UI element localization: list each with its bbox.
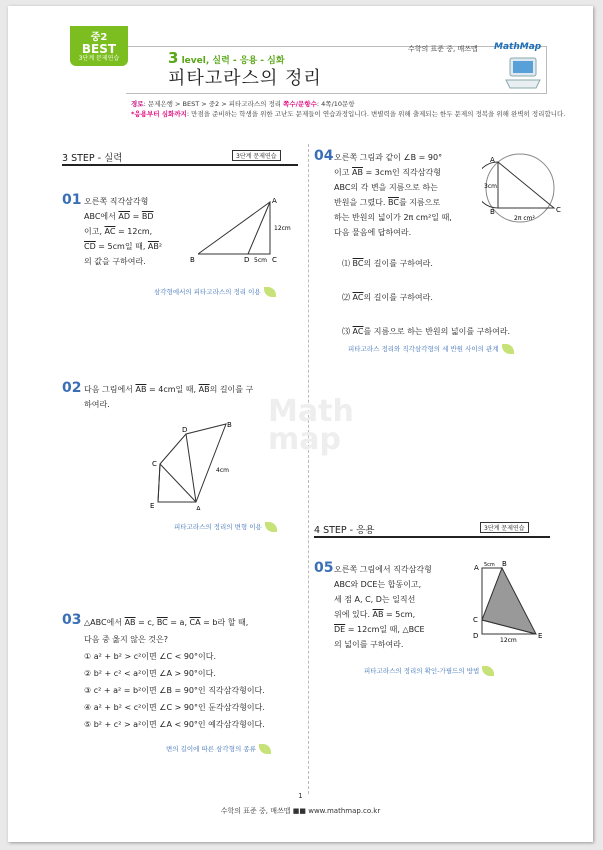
q5-label-e: E bbox=[538, 632, 543, 640]
count-label: 쪽수/문항수 bbox=[283, 100, 317, 108]
q5-line1: 오른쪽 그림에서 직각삼각형 bbox=[334, 565, 432, 574]
q4-line4: 반원을 그렸다. $\overline{BC}$를 지름으로 bbox=[334, 198, 441, 207]
column-divider bbox=[308, 144, 309, 794]
leaf-icon bbox=[502, 344, 514, 354]
count-value: : 4쪽/10문항 bbox=[316, 100, 355, 108]
q3-number: 03 bbox=[62, 612, 82, 628]
q1-label-b: B bbox=[190, 256, 195, 264]
q1-label-c: C bbox=[272, 256, 277, 264]
q2-line1: 다음 그림에서 $\overline{AB} = 4cm$일 때, $\overline{AB}$의 길이를 구 bbox=[84, 385, 254, 394]
badge-desc: 3단계 문제연습 bbox=[78, 55, 120, 62]
q5-line6: 의 넓이를 구하여라. bbox=[334, 640, 404, 649]
q1-len-cd: 5cm bbox=[254, 257, 267, 264]
q5-len-de: 12cm bbox=[500, 637, 517, 642]
level-number: 3 bbox=[168, 49, 179, 67]
q2-hint: 피타고라스의 정리의 변형 이용 bbox=[174, 522, 277, 532]
q2-label-c: C bbox=[152, 460, 157, 468]
q5-text bbox=[334, 562, 474, 652]
path-text: : 문제은행 > BEST > 중2 > 피타고라스의 정리 bbox=[143, 100, 282, 108]
q5-label-c: C bbox=[473, 616, 478, 624]
step4-line bbox=[314, 536, 550, 538]
q1-text bbox=[84, 194, 204, 269]
q4-hint: 피타고라스 정리와 직각삼각형의 세 반원 사이의 관계 bbox=[348, 344, 514, 354]
q3-text bbox=[84, 614, 304, 733]
q2-label-a: A bbox=[196, 505, 201, 510]
q3-hint: 변의 길이에 따른 삼각형의 종류 bbox=[166, 744, 271, 754]
breadcrumb bbox=[131, 99, 355, 108]
q2-figure bbox=[146, 418, 246, 510]
q5-label-b: B bbox=[502, 560, 507, 568]
q3-choice-3[interactable]: ③ c² + a² = b²이면 ∠B = 90°인 직각삼각형이다. bbox=[84, 686, 265, 695]
q4-label-b: B bbox=[490, 208, 495, 216]
note-text: : 만점을 준비하는 학생을 위한 고난도 문제들이 연습과정입니다. 변별력을 위해 출제되는 한두 문제의 정복을 위해 완벽히 정리합니다. bbox=[186, 110, 566, 118]
q5-len-ab: 5cm bbox=[484, 562, 495, 568]
step4-bar bbox=[314, 522, 550, 534]
q1-hint: 삼각형에서의 피타고라스의 정리 이용 bbox=[154, 287, 276, 297]
q2-number: 02 bbox=[62, 380, 82, 396]
q4-line2: 이고 $\overline{AB} = 3cm$인 직각삼각형 bbox=[334, 168, 441, 177]
step3-bar bbox=[62, 150, 298, 162]
leaf-icon bbox=[259, 744, 271, 754]
q3-choice-5[interactable]: ⑤ b² + c² > a²이면 ∠A < 90°인 예각삼각형이다. bbox=[84, 720, 265, 729]
q5-hint: 피타고라스의 정리의 확인-가필드의 방법 bbox=[364, 666, 494, 676]
q4-line1: 오른쪽 그림과 같이 ∠B = 90° bbox=[334, 153, 443, 162]
q5-label-d: D bbox=[473, 632, 479, 640]
q5-line5: $\overline{DE} = 12cm$일 때, △BCE bbox=[334, 625, 425, 634]
level-badge bbox=[70, 26, 128, 66]
q1-line2: ABC에서 $\overline{AD} = \overline{BD}$ bbox=[84, 212, 154, 221]
computer-icon bbox=[504, 56, 544, 90]
mathmap-watermark: Math map bbox=[268, 394, 354, 457]
q4-line3: ABC의 각 변을 지름으로 하는 bbox=[334, 183, 438, 192]
page-title: 피타고라스의 정리 bbox=[168, 68, 322, 89]
q5-figure bbox=[470, 558, 552, 642]
q5-line4: 위에 있다. $\overline{AB} = 5cm$, bbox=[334, 610, 416, 619]
q3-choice-1[interactable]: ① a² + b² > c²이면 ∠C < 90°이다. bbox=[84, 652, 217, 661]
q4-sub3: ⑶ $\overline{AC}$를 지름으로 하는 반원의 넓이를 구하여라. bbox=[342, 327, 511, 336]
q1-number: 01 bbox=[62, 192, 82, 208]
q4-label-c: C bbox=[556, 206, 561, 214]
q2-len: 4cm bbox=[216, 467, 229, 474]
q5-line2: ABC와 DCE는 합동이고, bbox=[334, 580, 422, 589]
q1-line5: 의 값을 구하여라. bbox=[84, 257, 146, 266]
step3-line bbox=[62, 164, 298, 166]
q4-sub1: ⑴ $\overline{BC}$의 길이를 구하여라. bbox=[342, 259, 433, 268]
q1-figure bbox=[188, 196, 298, 272]
step4-label: 4 STEP - 응용 bbox=[314, 525, 375, 536]
q4-figure bbox=[482, 150, 568, 226]
q2-text bbox=[84, 382, 298, 412]
q4-sub2: ⑵ $\overline{AC}$의 길이를 구하여라. bbox=[342, 293, 433, 302]
footer-text: 수학의 표준 중, 매쓰맵 ■■ www.mathmap.co.kr bbox=[220, 807, 381, 815]
step3-tag: 3단계 문제연습 bbox=[232, 150, 281, 161]
q5-label-a: A bbox=[474, 564, 479, 572]
q2-line2: 하여라. bbox=[84, 400, 110, 409]
page-number: 1 bbox=[298, 792, 303, 800]
q1-line1: 오른쪽 직각삼각형 bbox=[84, 197, 149, 206]
badge-best: BEST bbox=[81, 42, 117, 56]
q4-area: 2π cm² bbox=[514, 215, 535, 222]
header-slogan: 수학의 표준 중, 매쓰맵 bbox=[408, 45, 478, 53]
page bbox=[8, 6, 593, 842]
q1-label-a: A bbox=[272, 197, 277, 205]
level-text: level, 실력 - 응용 - 심화 bbox=[181, 56, 285, 66]
intro-note bbox=[131, 109, 571, 119]
path-label: 경로 bbox=[131, 100, 144, 108]
q2-label-d: D bbox=[182, 426, 188, 434]
mathmap-logo: MathMap bbox=[494, 42, 542, 52]
q3-line1: △ABC에서 $\overline{AB} = c$, $\overline{BC} = a$, $\overline{CA} = b$라 할 때, bbox=[84, 618, 249, 627]
q2-label-e: E bbox=[150, 502, 155, 510]
q1-line3: 이고, $\overline{AC} = 12cm$, bbox=[84, 227, 153, 236]
leaf-icon bbox=[482, 666, 494, 676]
q3-choice-4[interactable]: ④ a² + b² < c²이면 ∠C > 90°인 둔각삼각형이다. bbox=[84, 703, 265, 712]
q4-line6: 다음 물음에 답하여라. bbox=[334, 228, 412, 237]
step4-tag: 3단계 문제연습 bbox=[480, 522, 529, 533]
q4-line5: 하는 반원의 넓이가 2π cm²일 때, bbox=[334, 213, 452, 222]
q3-choice-2[interactable]: ② b² + c² < a²이면 ∠A > 90°이다. bbox=[84, 669, 216, 678]
note-label: *응용부터 심화까지 bbox=[131, 110, 187, 118]
q1-len-ac: 12cm bbox=[274, 225, 291, 232]
q4-number: 04 bbox=[314, 148, 334, 164]
q1-label-d: D bbox=[244, 256, 250, 264]
q1-line4: $\overline{CD} = 5cm$일 때, $\overline{AB}^2$ bbox=[84, 242, 163, 251]
q2-label-b: B bbox=[227, 421, 232, 429]
q5-number: 05 bbox=[314, 560, 334, 576]
leaf-icon bbox=[265, 522, 277, 532]
leaf-icon bbox=[264, 287, 276, 297]
badge-grade: 중2 bbox=[90, 32, 108, 43]
step3-label: 3 STEP - 실력 bbox=[62, 153, 123, 164]
q5-line3: 세 점 A, C, D는 일직선 bbox=[334, 595, 416, 604]
q4-label-a: A bbox=[490, 156, 495, 164]
q3-line2: 다음 중 옳지 않은 것은? bbox=[84, 635, 168, 644]
q4-len-ab: 3cm bbox=[484, 183, 497, 190]
